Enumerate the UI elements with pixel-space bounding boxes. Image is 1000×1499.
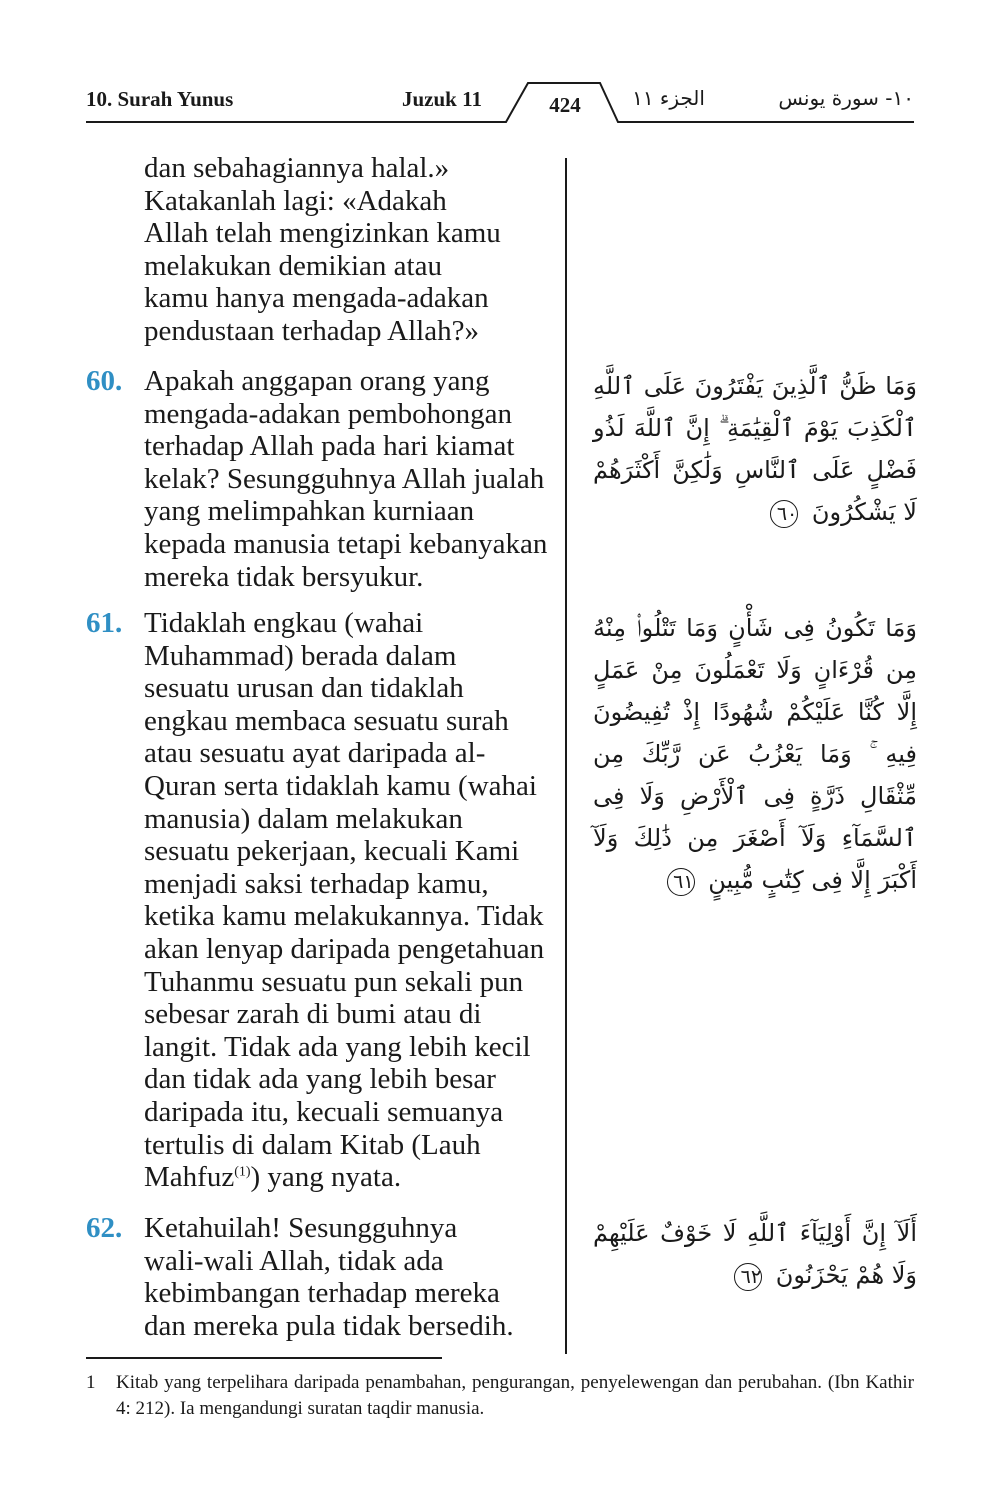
ayah-marker-62: ٦٢ bbox=[734, 1263, 762, 1291]
arabic-verse-62-text: أَلَآ إِنَّ أَوْلِيَآءَ ٱللَّهِ لَا خَوْفٌ عَلَيْهِمْ وَلَا هُمْ يَحْزَنُونَ bbox=[593, 1219, 917, 1289]
header-juz: Juzuk 11 bbox=[402, 87, 482, 111]
verse-61-tail: ) yang nyata. bbox=[250, 1161, 402, 1194]
footnote-text: Kitab yang terpelihara daripada penambahan, pengurangan, penyelewengan dan perubahan. (Ibn Kathir 4: 212). Ia mengandungi suratan taqdir manusia. bbox=[116, 1372, 914, 1419]
verse-61-text bbox=[144, 607, 558, 1194]
verse-number-61: 61. bbox=[86, 607, 123, 639]
header-surah-title: 10. Surah Yunus bbox=[86, 87, 234, 111]
verse-62-translation bbox=[86, 1212, 556, 1347]
continuation-text: dan sebahagiannya halal.» Katakanlah lagi: «Adakah Allah telah mengizinkan kamu melakukan demikian atau kamu hanya mengada-adakan pendustaan terhadap Allah?» bbox=[144, 152, 501, 347]
arabic-verse-61 bbox=[593, 607, 917, 901]
header-rule bbox=[0, 0, 1000, 140]
verse-61-translation bbox=[86, 607, 556, 1207]
header-surah-arabic: ١٠- سورة يونس bbox=[778, 86, 914, 110]
column-divider bbox=[565, 158, 567, 1354]
footnote-ref[interactable]: (1) bbox=[234, 1164, 251, 1180]
ayah-marker-60: ٦٠ bbox=[770, 500, 798, 528]
arabic-verse-62 bbox=[593, 1212, 917, 1296]
verse-number-62: 62. bbox=[86, 1212, 123, 1244]
ayah-marker-61: ٦١ bbox=[667, 868, 695, 896]
verse-number-60: 60. bbox=[86, 365, 123, 397]
verse-60-text: Apakah anggapan orang yang mengada-adakan pembohongan terhadap Allah pada hari kiamat kelak? Sesungguhnya Allah jualah yang melimpahkan kurniaan kepada manusia tetapi kebanyakan mereka tidak bersyukur. bbox=[144, 365, 548, 593]
footnote-number: 1 bbox=[86, 1372, 96, 1393]
arabic-verse-61-text: وَمَا تَكُونُ فِى شَأْنٍ وَمَا تَتْلُوا۟ مِنْهُ مِن قُرْءَانٍ وَلَا تَعْمَلُونَ مِنْ عَمَلٍ إِلَّا كُنَّا عَلَيْكُمْ شُهُودًا إِذْ تُفِيضُونَ فِيهِ ۚ وَمَا يَعْزُبُ عَن رَّبِّكَ مِن مِّثْقَالِ ذَرَّةٍ فِى ٱلْأَرْضِ وَلَا فِى ٱلسَّمَآءِ وَلَآ أَصْغَرَ مِن ذَٰلِكَ وَلَآ أَكْبَرَ إِلَّا فِى كِتَٰبٍ مُّبِينٍ bbox=[593, 614, 917, 894]
verse-61-body: Tidaklah engkau (wahai Muhammad) berada dalam sesuatu urusan dan tidaklah engkau membaca sesuatu surah atau sesuatu ayat daripada al- Quran serta tidaklah kamu (wahai manusia) dalam melakukan sesuatu pekerjaan, kecuali Kami menjadi saksi terhadap kamu, ketika kamu melakukannya. Tidak akan lenyap daripada pengetahuan Tuhanmu sesuatu pun sekali pun sebesar zarah di bumi atau di langit. Tidak ada yang lebih kecil dan tidak ada yang lebih besar daripada itu, kecuali semuanya tertulis di dalam Kitab (Lauh Mahfuz bbox=[144, 607, 545, 1194]
arabic-verse-60 bbox=[593, 365, 917, 533]
header-juz-arabic: الجزء ١١ bbox=[632, 86, 705, 110]
footnote-rule bbox=[86, 1357, 442, 1359]
verse-60-translation bbox=[86, 365, 556, 595]
translation-continuation bbox=[86, 152, 556, 352]
verse-62-text: Ketahuilah! Sesungguhnya wali-wali Allah, tidak ada kebimbangan terhadap mereka dan mereka pula tidak bersedih. bbox=[144, 1212, 514, 1342]
page-number: 424 bbox=[549, 93, 581, 117]
arabic-verse-60-text: وَمَا ظَنُّ ٱلَّذِينَ يَفْتَرُونَ عَلَى ٱللَّهِ ٱلْكَذِبَ يَوْمَ ٱلْقِيَٰمَةِ ۗ إِنَّ ٱللَّهَ لَذُو فَضْلٍ عَلَى ٱلنَّاسِ وَلَٰكِنَّ أَكْثَرَهُمْ لَا يَشْكُرُونَ bbox=[593, 372, 917, 526]
